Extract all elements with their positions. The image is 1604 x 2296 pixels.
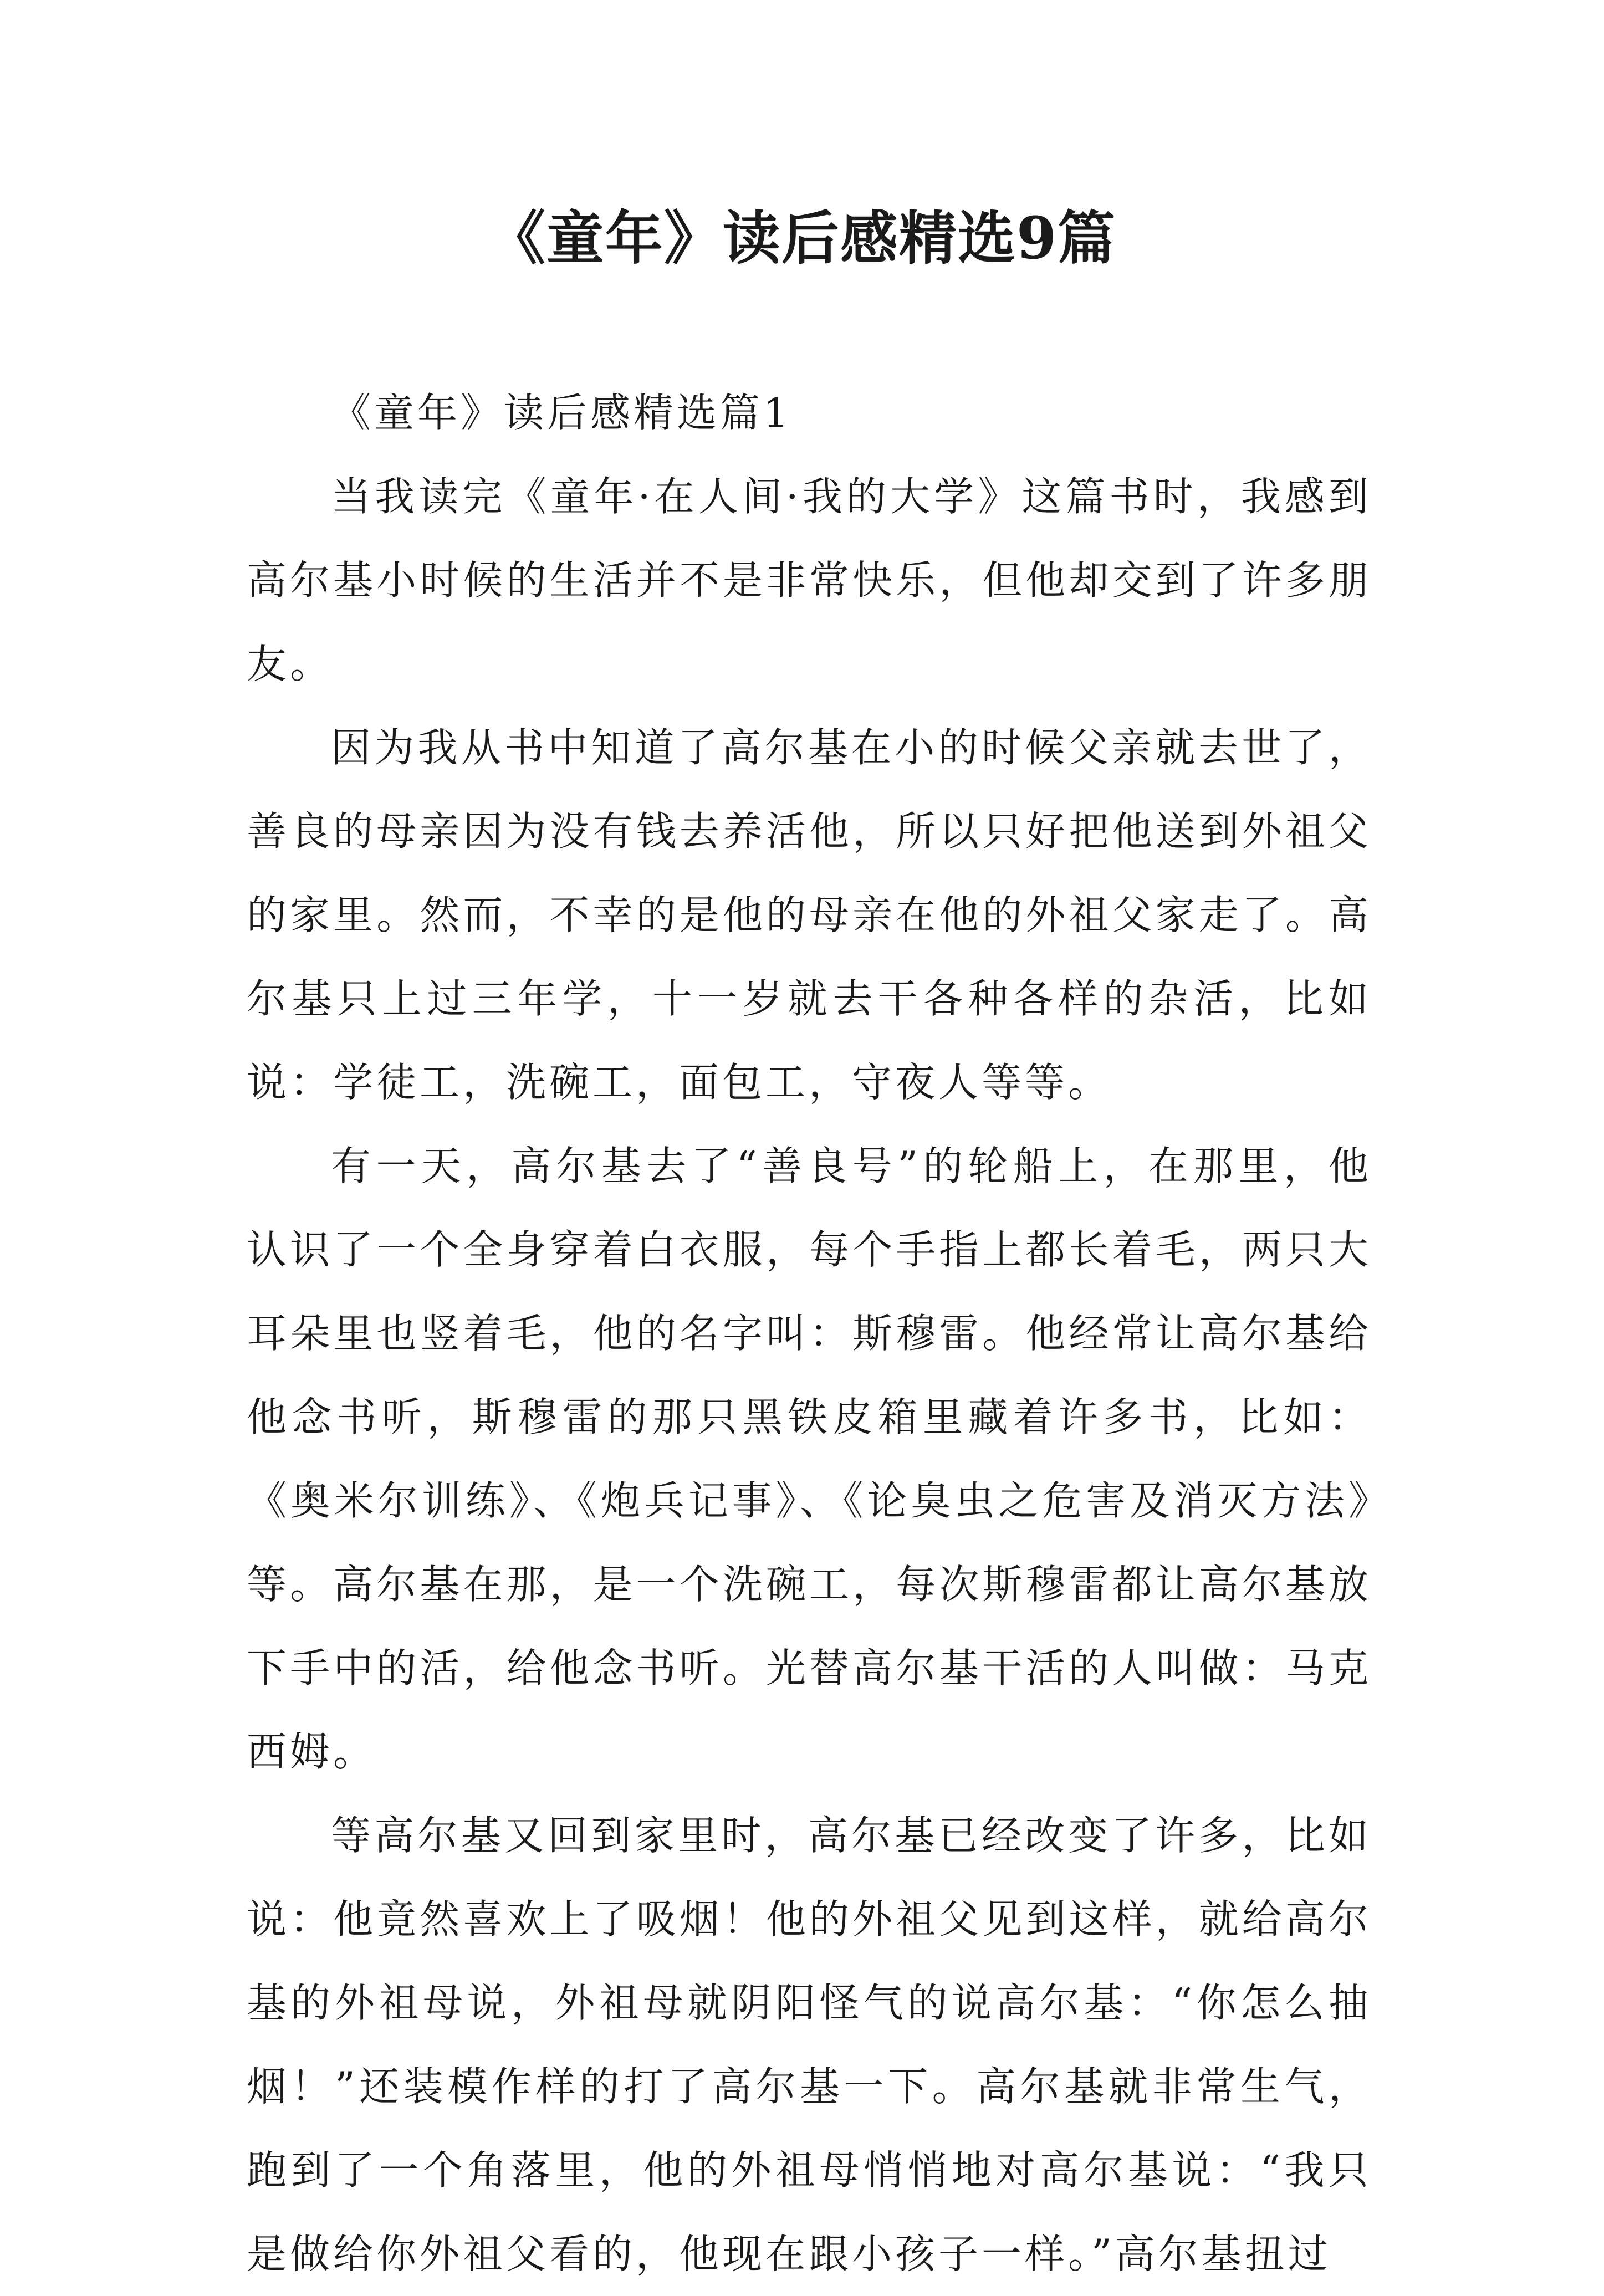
paragraph: 有一天，高尔基去了“善良号”的轮船上，在那里，他认识了一个全身穿着白衣服，每个手指上都长着毛，两只大耳朵里也竖着毛，他的名字叫：斯穆雷。他经常让高尔基给他念书听，斯穆雷的那只黑铁皮箱里藏着许多书，比如：《奥米尔训练》、《炮兵记事》、《论臭虫之危害及消灭方法》等。高尔基在那，是一个洗碗工，每次斯穆雷都让高尔基放下手中的活，给他念书听。光替高尔基干活的人叫做：马克西姆。: [247, 1143, 1372, 1775]
document-title: 《童年》读后感精选9篇: [487, 204, 1117, 272]
section-heading: 《童年》读后感精选篇1: [331, 390, 792, 436]
paragraph: 当我读完《童年·在人间·我的大学》这篇书时，我感到高尔基小时候的生活并不是非常快乐，但他却交到了许多朋友。: [247, 473, 1372, 687]
paragraph: 等高尔基又回到家里时，高尔基已经改变了许多，比如说：他竟然喜欢上了吸烟！他的外祖父见到这样，就给高尔基的外祖母说，外祖母就阴阳怪气的说高尔基：“你怎么抽烟！”还装模作样的打了高尔基一下。高尔基就非常生气，跑到了一个角落里，他的外祖母悄悄地对高尔基说：“我只是做给你外祖父看的，他现在跟小孩子一样。”高尔基扭过: [247, 1812, 1372, 2277]
paragraph: 因为我从书中知道了高尔基在小的时候父亲就去世了，善良的母亲因为没有钱去养活他，所以只好把他送到外祖父的家里。然而，不幸的是他的母亲在他的外祖父家走了。高尔基只上过三年学，十一岁就去干各种各样的杂活，比如说：学徒工，洗碗工，面包工，守夜人等等。: [247, 724, 1372, 1106]
document-body: [247, 371, 1372, 2296]
